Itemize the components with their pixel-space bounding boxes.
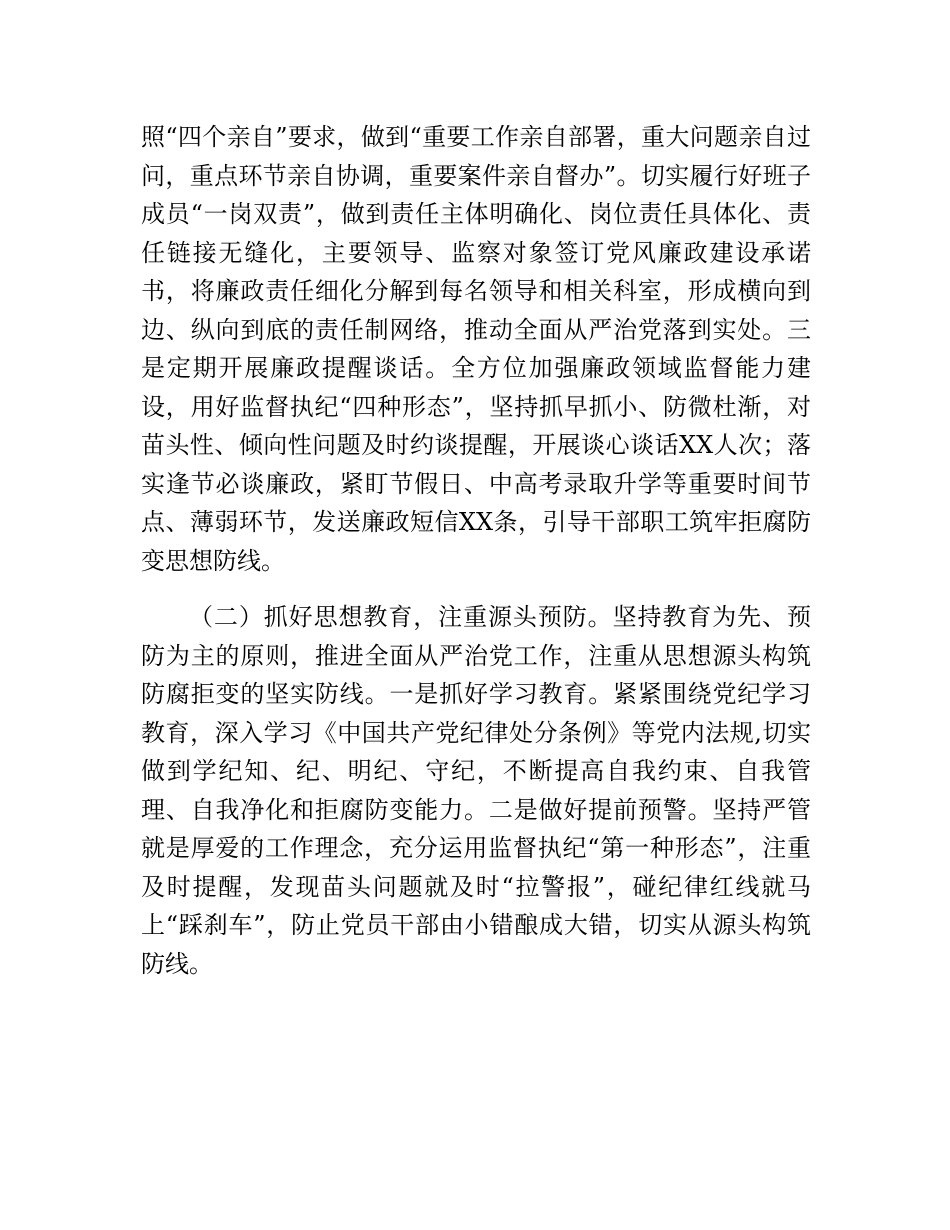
document-body [141,118,811,983]
body-paragraph-2: （二）抓好思想教育，注重源头预防。坚持教育为先、预防为主的原则，推进全面从严治党工作，注重从思想源头构筑防腐拒变的坚实防线。一是抓好学习教育。紧紧围绕党纪学习教育，深入学习《中国共产党纪律处分条例》等党内法规,切实做到学纪知、纪、明纪、守纪，不断提高自我约束、自我管理、自我净化和拒腐防变能力。二是做好提前预警。坚持严管就是厚爱的工作理念，充分运用监督执纪“第一种形态”，注重及时提醒，发现苗头问题就及时“拉警报”，碰纪律红线就马上“踩刹车”，防止党员干部由小错酿成大错，切实从源头构筑防线。 [141,603,811,978]
body-paragraph-1: 照“四个亲自”要求，做到“重要工作亲自部署，重大问题亲自过问，重点环节亲自协调，重要案件亲自督办”。切实履行好班子成员“一岗双责”，做到责任主体明确化、岗位责任具体化、责任链接无缝化，主要领导、监察对象签订党风廉政建设承诺书，将廉政责任细化分解到每名领导和相关科室，形成横向到边、纵向到底的责任制网络，推动全面从严治党落到实处。三是定期开展廉政提醒谈话。全方位加强廉政领域监督能力建设，用好监督执纪“四种形态”，坚持抓早抓小、防微杜渐，对苗头性、倾向性问题及时约谈提醒，开展谈心谈话XX人次；落实逢节必谈廉政，紧盯节假日、中高考录取升学等重要时间节点、薄弱环节，发送廉政短信XX条，引导干部职工筑牢拒腐防变思想防线。 [141,123,811,575]
